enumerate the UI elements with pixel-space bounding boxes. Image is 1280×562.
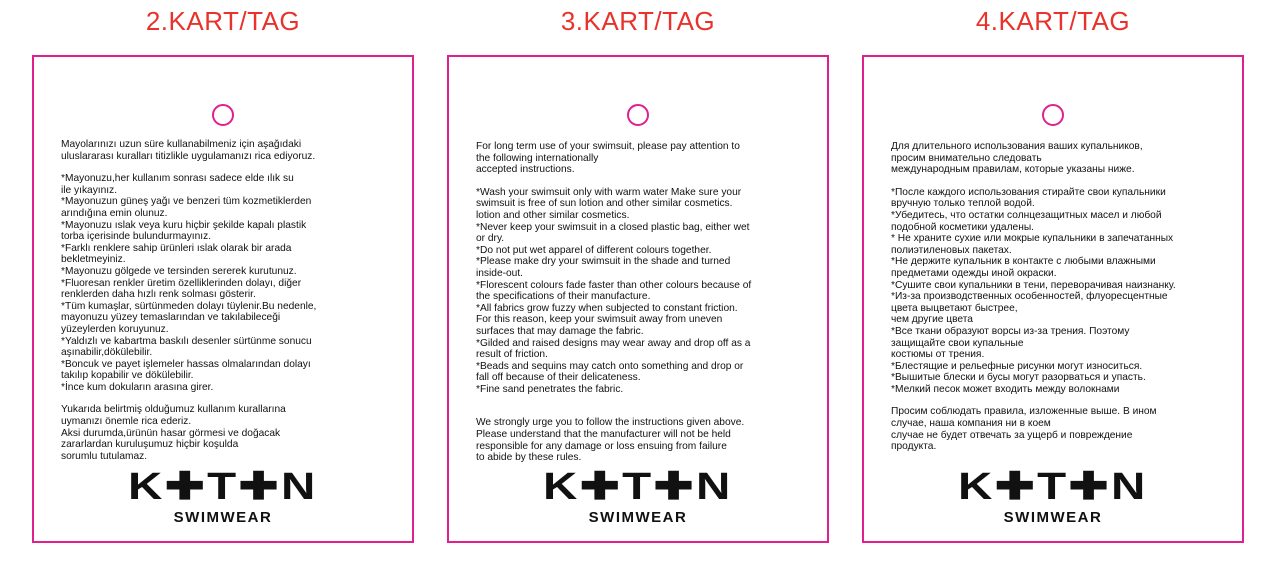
disclaimer-paragraph: Yukarıda belirtmiş olduğumuz kullanım kurallarına uymanızı önemle rica ederiz. Aksi durumda,ürünün hasar görmesi ve doğacak zararlardan kuruluşumuz hiçbir koşulda sorumlu tutulamaz. <box>61 404 286 462</box>
instructions-list: *После каждого использования стирайте свои купальники вручную только теплой водой. *Убедитесь, что остатки солнцезащитных масел и любой подобной косметики удалены. * Не храните сухие или мокрые купальники в запечатанных полиэтиленовых пакетах. *Не держите купальник в контакте с любыми влажными предметами одежды иной окраски. *Сушите свои купальники в тени, переворачивая наизнанку. *Из-за производственных особенностей, флуоресцентные цвета выцветают быстрее, чем другие цвета *Все ткани образуют ворсы из-за трения. Поэтому защищайте свои купальные костюмы от трения. *Блестящие и рельефные рисунки могут износиться. *Вышитые блески и бусы могут разорваться и упасть. *Мелкий песок может входить между волокнами <box>891 186 1176 395</box>
disclaimer-paragraph: We strongly urge you to follow the instructions given above. Please understand that the manufacturer will not be held responsible for any damage or loss ensuing from failure to abide by these rules. <box>476 417 745 464</box>
hang-hole-icon <box>212 104 234 126</box>
tag-card <box>862 55 1244 543</box>
koton-logo <box>864 467 1242 526</box>
tag-title: 4.KART/TAG <box>975 6 1131 36</box>
tag-card-column-4 <box>862 0 1244 562</box>
tag-title: 3.KART/TAG <box>560 6 716 36</box>
intro-paragraph: For long term use of your swimsuit, please pay attention to the following internationally accepted instructions. <box>476 141 740 176</box>
hang-hole-icon <box>627 104 649 126</box>
tag-title: 2.KART/TAG <box>145 6 301 36</box>
hang-hole-icon <box>1042 104 1064 126</box>
intro-paragraph: Mayolarınızı uzun süre kullanabilmeniz için aşağıdaki uluslararası kuralları titizlikle uygulamanızı rica ediyoruz. <box>61 139 316 162</box>
tag-card <box>32 55 414 543</box>
logo-subtitle: SWIMWEAR <box>1003 509 1103 526</box>
intro-paragraph: Для длительного использования ваших купальников, просим внимательно следовать международным правилам, которые указаны ниже. <box>891 141 1143 176</box>
care-instructions <box>476 141 806 464</box>
koton-logo <box>34 467 412 526</box>
disclaimer-paragraph: Просим соблюдать правила, изложенные выше. В ином случае, наша компания ни в коем случае не будет отвечать за ущерб и повреждение продукта. <box>891 406 1157 453</box>
tag-card <box>447 55 829 543</box>
logo-subtitle: SWIMWEAR <box>173 509 273 526</box>
logo-wordmark: K✚T✚N <box>128 466 318 508</box>
instructions-list: *Wash your swimsuit only with warm water Make sure your swimsuit is free of sun lotion and other similar cosmetics. lotion and other similar cosmetics. *Never keep your swimsuit in a closed plastic bag, either wet or dry. *Do not put wet apparel of different colours together. *Please make dry your swimsuit in the shade and turned inside-out. *Florescent colours fade faster than other colours because of the specifications of their manufacture. *All fabrics grow fuzzy when subjected to constant friction. For this reason, keep your swimsuit away from uneven surfaces that may damage the fabric. *Gilded and raised designs may wear away and drop off as a result of friction. *Beads and sequins may catch onto something and drop or fall off because of their delicateness. *Fine sand penetrates the fabric. <box>476 186 752 395</box>
tag-card-column-2 <box>32 0 414 562</box>
instructions-list: *Mayonuzu,her kullanım sonrası sadece elde ılık su ile yıkayınız. *Mayonuzun güneş yağı ve benzeri tüm kozmetiklerden arındığına emin olunuz. *Mayonuzu ıslak veya kuru hiçbir şekilde kapalı plastik torba içerisinde bulundurmayınız. *Farklı renklere sahip ürünleri ıslak olarak bir arada bekletmeyiniz. *Mayonuzu gölgede ve tersinden sererek kurutunuz. *Fluoresan renkler üretim özelliklerinden dolayı, diğer renklerden daha hızlı renk solması gösterir. *Tüm kumaşlar, sürtünmeden dolayı tüylenir.Bu nedenle, mayonuzu yüzey temaslarından ve takılabileceği yüzeylerden koruyunuz. *Yaldızlı ve kabartma baskılı desenler sürtünme sonucu aşınabilir,dökülebilir. *Boncuk ve payet işlemeler hassas olmalarından dolayı takılıp kopabilir ve dökülebilir. *İnce kum dokuların arasına girer. <box>61 173 317 393</box>
care-instructions <box>61 139 391 462</box>
logo-subtitle: SWIMWEAR <box>588 509 688 526</box>
logo-wordmark: K✚T✚N <box>958 466 1148 508</box>
logo-wordmark: K✚T✚N <box>543 466 733 508</box>
care-instructions <box>891 141 1221 453</box>
tag-card-column-3 <box>447 0 829 562</box>
koton-logo <box>449 467 827 526</box>
